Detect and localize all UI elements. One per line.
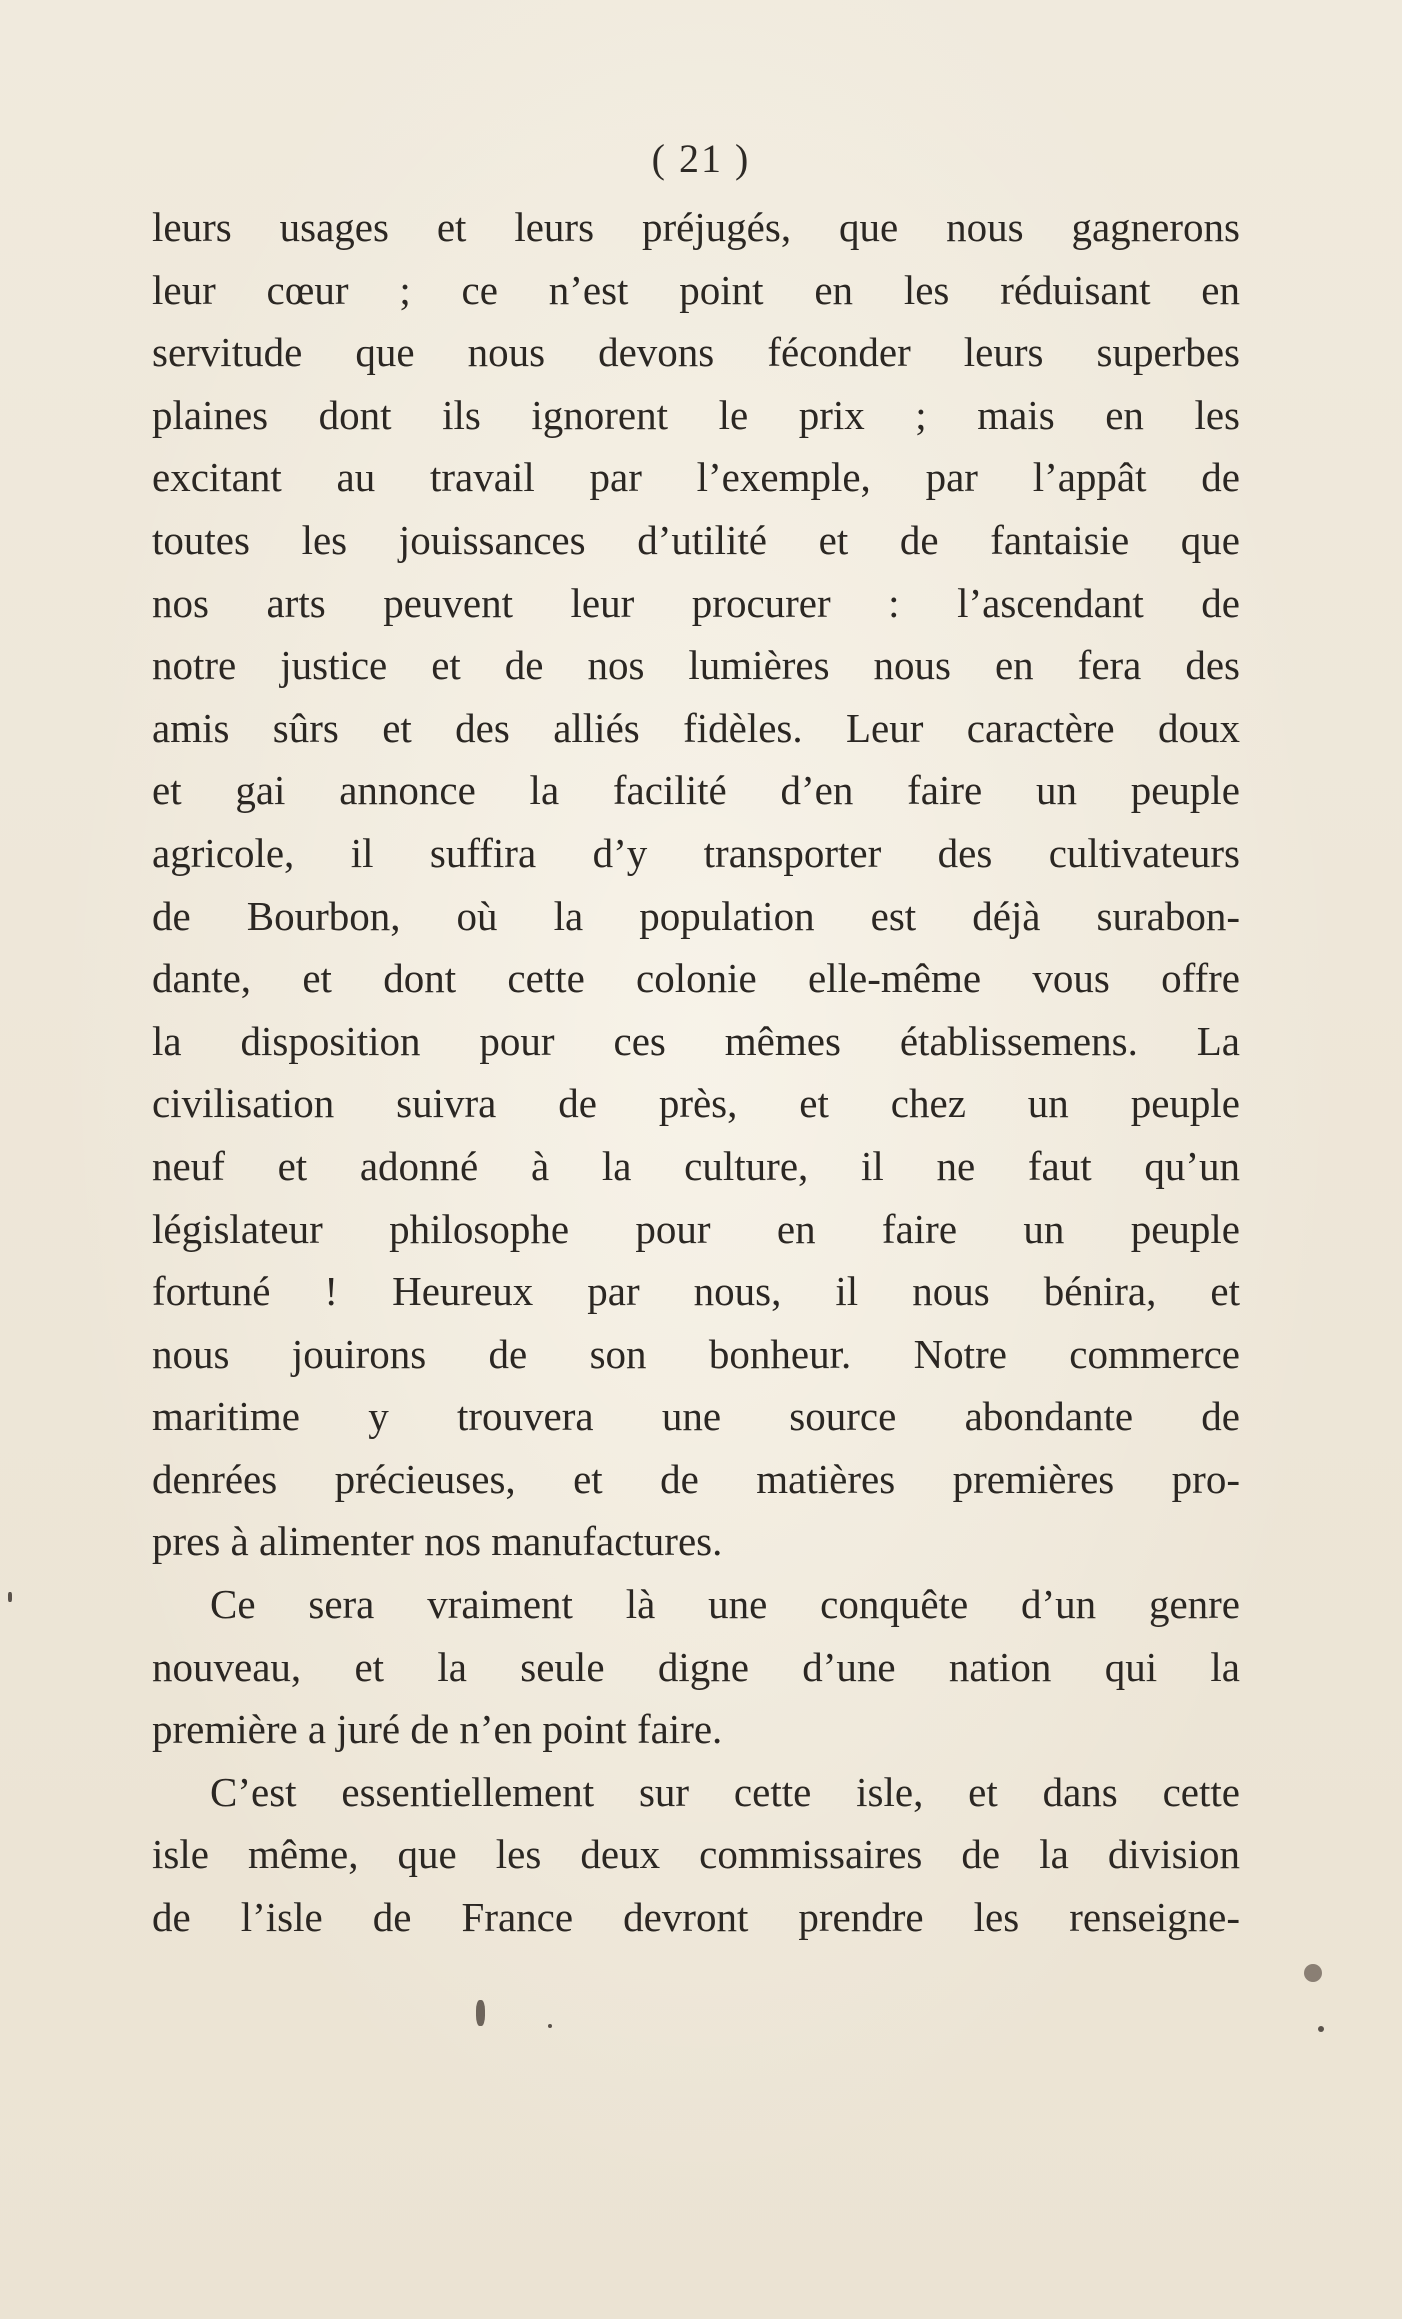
text-line: amis sûrs et des alliés fidèles. Leur caractère doux xyxy=(152,704,1240,751)
text-line: notre justice et de nos lumières nous en fera des xyxy=(152,642,1240,689)
text-line: civilisation suivra de près, et chez un peuple xyxy=(152,1080,1240,1127)
text-line: plaines dont ils ignorent le prix ; mais en les xyxy=(152,391,1240,438)
ink-speck xyxy=(8,1592,12,1602)
text-line: neuf et adonné à la culture, il ne faut qu’un xyxy=(152,1142,1240,1189)
ink-speck xyxy=(476,2000,485,2026)
text-line: nos arts peuvent leur procurer : l’ascendant de xyxy=(152,579,1240,626)
text-line: nouveau, et la seule digne d’une nation qui la xyxy=(152,1643,1240,1690)
paragraph-end-line: première a juré de n’en point faire. xyxy=(152,1706,723,1753)
text-line: fortuné ! Heureux par nous, il nous bénira, et xyxy=(152,1268,1240,1315)
text-line: agricole, il suffira d’y transporter des cultivateurs xyxy=(152,829,1240,876)
text-line: et gai annonce la facilité d’en faire un peuple xyxy=(152,767,1240,814)
text-line: nous jouirons de son bonheur. Notre commerce xyxy=(152,1330,1240,1377)
body-text xyxy=(152,196,1240,1949)
text-line: denrées précieuses, et de matières premières pro- xyxy=(152,1455,1240,1502)
text-line: toutes les jouissances d’utilité et de fantaisie que xyxy=(152,516,1240,563)
ink-speck xyxy=(1304,1964,1322,1982)
text-line: législateur philosophe pour en faire un peuple xyxy=(152,1205,1240,1252)
paragraph-end-line: pres à alimenter nos manufactures. xyxy=(152,1518,723,1565)
paragraph-start-line: C’est essentiellement sur cette isle, et dans cette xyxy=(210,1768,1240,1815)
text-line: excitant au travail par l’exemple, par l’appât de xyxy=(152,454,1240,501)
paragraph-start-line: Ce sera vraiment là une conquête d’un genre xyxy=(210,1581,1240,1628)
text-line: leur cœur ; ce n’est point en les réduisant en xyxy=(152,266,1240,313)
text-line: de Bourbon, où la population est déjà surabon- xyxy=(152,892,1240,939)
text-line: la disposition pour ces mêmes établissemens. La xyxy=(152,1017,1240,1064)
text-line: maritime y trouvera une source abondante de xyxy=(152,1393,1240,1440)
ink-speck xyxy=(1318,2026,1324,2032)
ink-speck xyxy=(548,2024,552,2028)
text-line: servitude que nous devons féconder leurs superbes xyxy=(152,329,1240,376)
text-line: leurs usages et leurs préjugés, que nous gagnerons xyxy=(152,204,1240,250)
text-line: isle même, que les deux commissaires de la division xyxy=(152,1831,1240,1878)
page-number: ( 21 ) xyxy=(651,136,751,181)
text-line: de l’isle de France devront prendre les renseigne- xyxy=(152,1894,1240,1941)
text-line: dante, et dont cette colonie elle-même vous offre xyxy=(152,955,1240,1002)
